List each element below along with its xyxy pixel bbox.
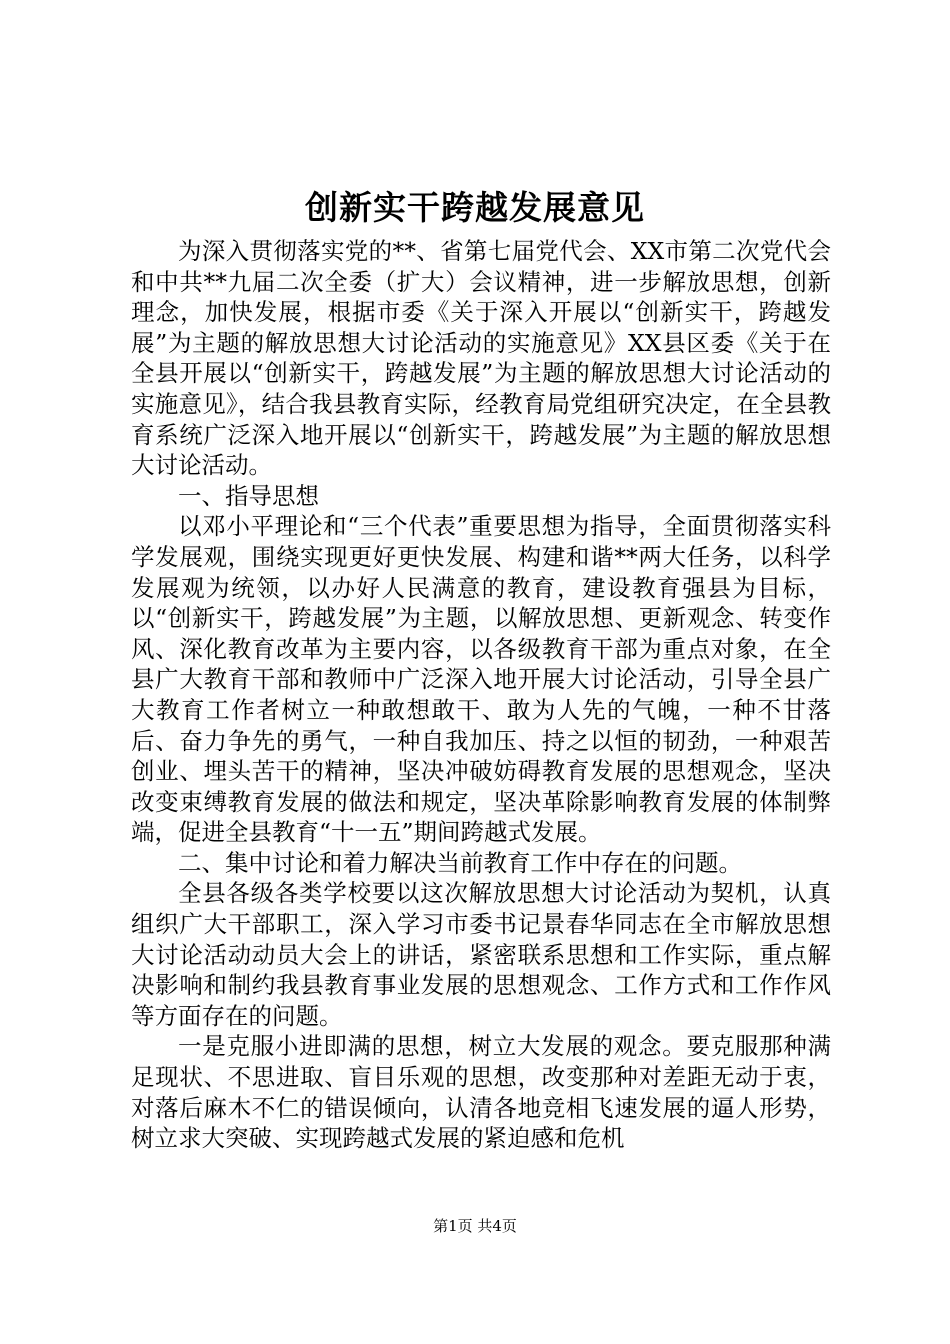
document-title: 创新实干跨越发展意见	[305, 188, 645, 227]
discussion-paragraph: 全县各级各类学校要以这次解放思想大讨论活动为契机，认真组织广大干部职工，深入学习市委书记景春华同志在全市解放思想大讨论活动动员大会上的讲话，紧密联系思想和工作实际，重点解决影响和制约我县教育事业发展的思想观念、工作方式和工作作风等方面存在的问题。	[131, 879, 831, 1030]
guiding-thought-paragraph: 以邓小平理论和“三个代表”重要思想为指导，全面贯彻落实科学发展观，围绕实现更好更快发展、构建和谐**两大任务，以科学发展观为统领，以办好人民满意的教育，建设教育强县为目标，以“创新实干，跨越发展”为主题，以解放思想、更新观念、转变作风、深化教育改革为主要内容，以各级教育干部为重点对象，在全县广大教育干部和教师中广泛深入地开展大讨论活动，引导全县广大教育工作者树立一种敢想敢干、敢为人先的气魄，一种不甘落后、奋力争先的勇气，一种自我加压、持之以恒的韧劲，一种艰苦创业、埋头苦干的精神，坚决冲破妨碍教育发展的思想观念，坚决改变束缚教育发展的做法和规定，坚决革除影响教育发展的体制弊端，促进全县教育“十一五”期间跨越式发展。	[131, 512, 831, 847]
section-heading-2: 二、集中讨论和着力解决当前教育工作中存在的问题。	[178, 848, 742, 877]
document-body	[131, 236, 831, 1154]
point-one-paragraph: 一是克服小进即满的思想，树立大发展的观念。要克服那种满足现状、不思进取、盲目乐观的思想，改变那种对差距无动于衷，对落后麻木不仁的错误倾向，认清各地竞相飞速发展的逼人形势，树立求大突破、实现跨越式发展的紧迫感和危机	[131, 1032, 831, 1153]
section-heading-1: 一、指导思想	[178, 481, 319, 510]
intro-paragraph: 为深入贯彻落实党的**、省第七届党代会、XX市第二次党代会和中共**九届二次全委（扩大）会议精神，进一步解放思想，创新理念，加快发展，根据市委《关于深入开展以“创新实干，跨越发展”为主题的解放思想大讨论活动的实施意见》XX县区委《关于在全县开展以“创新实干，跨越发展”为主题的解放思想大讨论活动的实施意见》，结合我县教育实际，经教育局党组研究决定，在全县教育系统广泛深入地开展以“创新实干，跨越发展”为主题的解放思想大讨论活动。	[131, 237, 831, 480]
page-footer: 第1页 共4页	[433, 1217, 517, 1235]
